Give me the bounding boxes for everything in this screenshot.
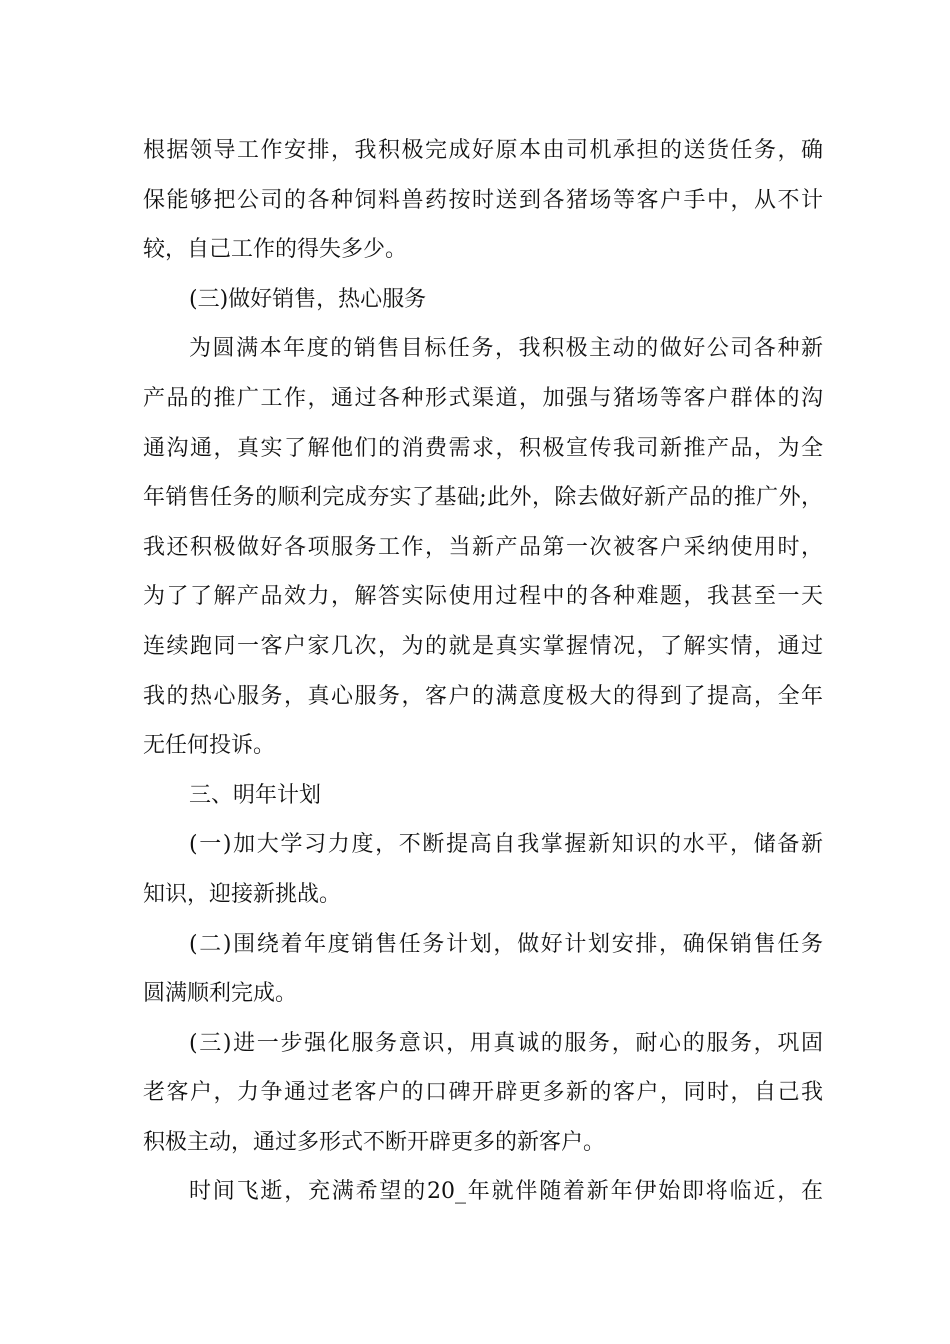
text-line: 无任何投诉。 (143, 733, 276, 759)
text-line: 我还积极做好各项服务工作，当新产品第一次被客户采纳使用时， (143, 534, 823, 560)
text-line: 为圆满本年度的销售目标任务，我积极主动的做好公司各种新 (189, 336, 823, 362)
text-line: 圆满顺利完成。 (143, 981, 298, 1007)
text-line: (三)做好销售，热心服务 (189, 286, 427, 312)
text-line: 为了了解产品效力，解答实际使用过程中的各种难题，我甚至一天 (143, 584, 823, 610)
text-line: 通沟通，真实了解他们的消费需求，积极宣传我司新推产品，为全 (143, 435, 823, 461)
text-line: 积极主动，通过多形式不断开辟更多的新客户。 (143, 1129, 606, 1155)
text-line: 知识，迎接新挑战。 (143, 881, 342, 907)
text-line: 三、明年计划 (189, 782, 322, 808)
text-line: (三)进一步强化服务意识，用真诚的服务，耐心的服务，巩固 (189, 1030, 823, 1056)
text-line: 产品的推广工作，通过各种形式渠道，加强与猪场等客户群体的沟 (143, 385, 823, 411)
text-line: 老客户，力争通过老客户的口碑开辟更多新的客户，同时，自己我 (143, 1080, 823, 1106)
text-line: 我的热心服务，真心服务，客户的满意度极大的得到了提高，全年 (143, 683, 823, 709)
text-line: (一)加大学习力度，不断提高自我掌握新知识的水平，储备新 (189, 832, 823, 858)
text-line: 年销售任务的顺利完成夯实了基础;此外，除去做好新产品的推广外， (143, 485, 823, 511)
text-line: (二)围绕着年度销售任务计划，做好计划安排，确保销售任务 (189, 931, 823, 957)
document-body (143, 131, 823, 1222)
text-line: 根据领导工作安排，我积极完成好原本由司机承担的送货任务，确 (143, 138, 823, 163)
text-line: 较，自己工作的得失多少。 (143, 237, 408, 263)
text-line: 时间飞逝，充满希望的20_年就伴随着新年伊始即将临近，在 (189, 1179, 823, 1205)
text-line: 保能够把公司的各种饲料兽药按时送到各猪场等客户手中，从不计 (143, 187, 823, 213)
text-line: 连续跑同一客户家几次，为的就是真实掌握情况，了解实情，通过 (143, 633, 823, 659)
